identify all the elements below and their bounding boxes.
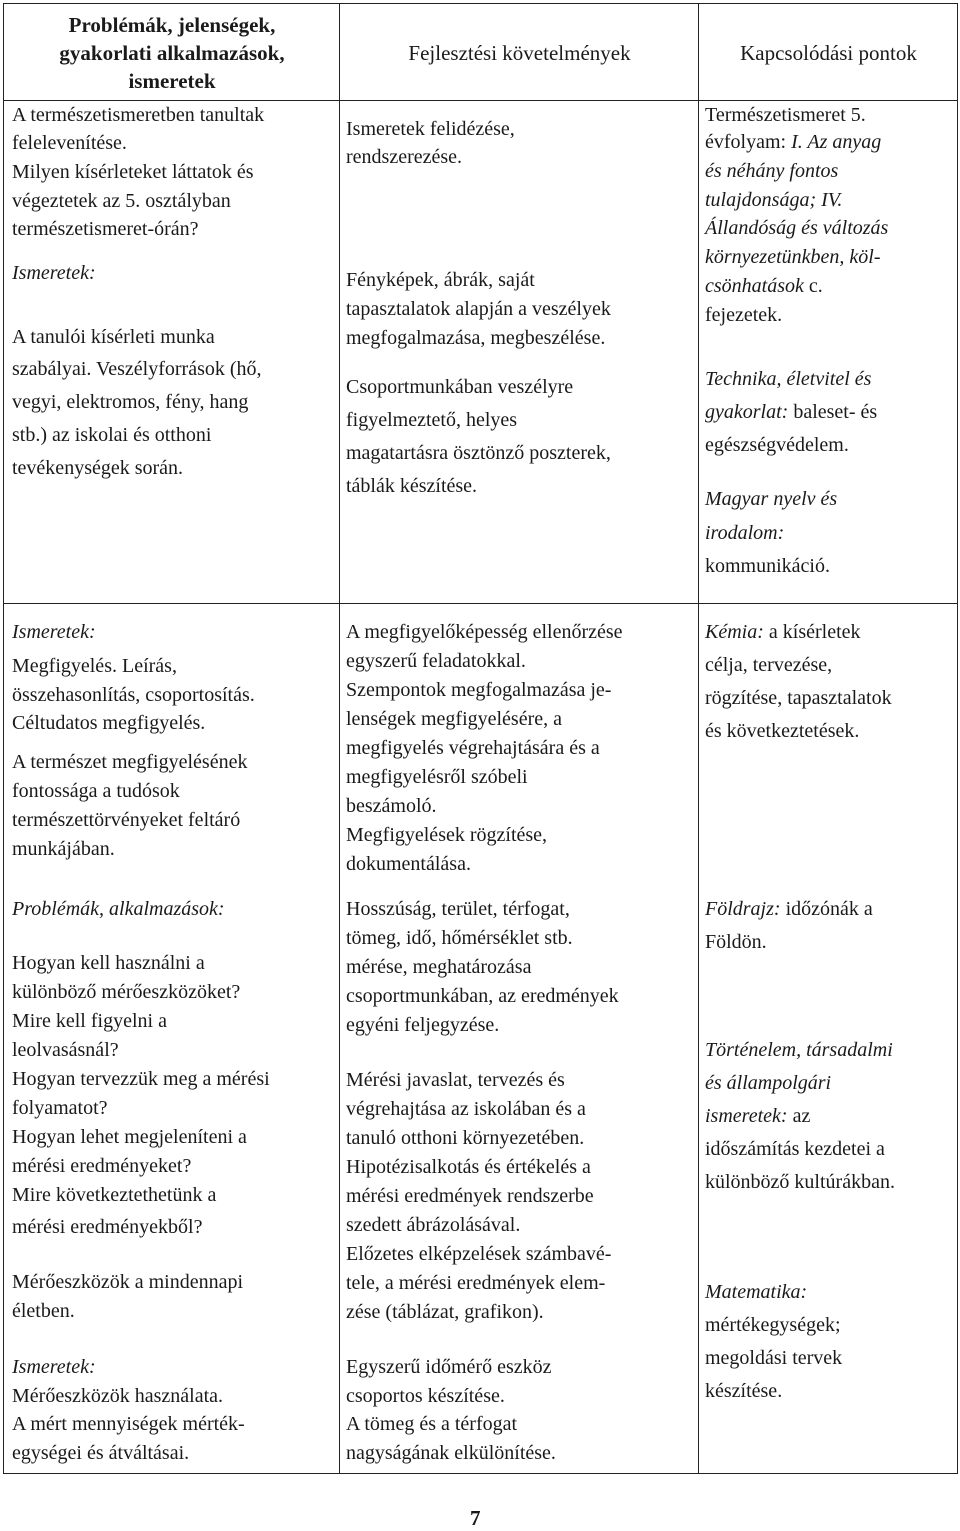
row2-col2-line: Szempontok megfogalmazása je-	[346, 679, 612, 701]
row2-col1-line: A természet megfigyelésének	[12, 751, 248, 773]
row2-col2-line: Hosszúság, terület, térfogat,	[346, 898, 570, 920]
header-col1-line1: Problémák, jelenségek,	[68, 13, 276, 37]
row2-col3-line: mértékegységek;	[705, 1314, 841, 1336]
row2-col1-line: egységei és átváltásai.	[12, 1442, 190, 1464]
row1-col3-line: egészségvédelem.	[705, 434, 849, 456]
row1-col2-line: Ismeretek felidézése,	[346, 118, 515, 140]
row2-col3-line: készítése.	[705, 1380, 783, 1402]
row2-col2-line: A megfigyelőképesség ellenőrzése	[346, 621, 623, 643]
row1-col3-line: tulajdonsága; IV.	[705, 189, 843, 211]
row2-col3-line: különböző kultúrákban.	[705, 1171, 895, 1193]
row1-col3-line: Állandóság és változás	[705, 217, 889, 239]
row2-col2-line: Előzetes elképzelések számbavé-	[346, 1243, 612, 1265]
row1-col3-text: c.	[803, 275, 823, 297]
row1-col2-line: magatartásra ösztönző poszterek,	[346, 442, 611, 464]
row2-col1-cell	[4, 604, 340, 1474]
row1-col3-text: baleset- és	[788, 401, 878, 423]
row2-col2-line: Mérési javaslat, tervezés és	[346, 1069, 565, 1091]
row1-col3-line	[705, 128, 881, 156]
row1-col3-line: környezetünkben, köl-	[705, 246, 881, 268]
row2-col3-line: rögzítése, tapasztalatok	[705, 687, 892, 709]
row2-col2-line: dokumentálása.	[346, 853, 471, 875]
row2-col2-line: tömeg, idő, hőmérséklet stb.	[346, 927, 573, 949]
row2-col1-line: különböző mérőeszközöket?	[12, 981, 241, 1003]
row-2	[4, 604, 958, 1474]
row1-col3-line: irodalom:	[705, 522, 785, 544]
row2-col3-line: és állampolgári	[705, 1072, 832, 1094]
row2-col1-label: Ismeretek:	[12, 1356, 96, 1378]
row1-col1-body-line: szabályai. Veszélyforrások (hő,	[12, 358, 262, 380]
row2-col2-line: Egyszerű időmérő eszköz	[346, 1356, 552, 1378]
row1-col3-text: csönhatások	[705, 275, 804, 297]
row1-col3-text: I. Az anyag	[791, 131, 882, 153]
row2-col3-line: Történelem, társadalmi	[705, 1039, 893, 1061]
row2-col1-line: Mérőeszközök a mindennapi	[12, 1271, 244, 1293]
row2-col2-line: Megfigyelések rögzítése,	[346, 824, 548, 846]
row1-col2-line: figyelmeztető, helyes	[346, 409, 518, 431]
row1-col1-intro-line: természetismeret-órán?	[12, 218, 199, 240]
row-1	[4, 101, 958, 604]
row2-col2-line: tele, a mérési eredmények elem-	[346, 1272, 606, 1294]
row2-col3-line	[705, 895, 873, 923]
row2-col2-line: egyéni feljegyzése.	[346, 1014, 500, 1036]
row2-col1-line: A mért mennyiségek mérték-	[12, 1413, 245, 1435]
row1-col3-line	[705, 398, 877, 426]
row2-col1-line: munkájában.	[12, 838, 115, 860]
row1-col2-line: rendszerezése.	[346, 146, 463, 168]
row2-col1-line: életben.	[12, 1300, 75, 1322]
row1-col1-intro-line: felelevenítése.	[12, 132, 127, 154]
row1-col3-line: Magyar nyelv és	[705, 488, 838, 510]
row2-col2-line: megfigyelés végrehajtására és a	[346, 737, 600, 759]
row2-col1-line: természettörvényeket feltáró	[12, 809, 241, 831]
row1-col1-cell	[4, 101, 340, 604]
row2-col3-line: és következtetések.	[705, 720, 860, 742]
row1-col3-text: évfolyam:	[705, 131, 792, 153]
row1-col3-text: gyakorlat:	[705, 401, 789, 423]
header-col3: Kapcsolódási pontok	[740, 41, 917, 65]
row1-col1-body-line: A tanulói kísérleti munka	[12, 326, 215, 348]
header-col1-line2: gyakorlati alkalmazások,	[59, 41, 285, 65]
row1-col3-line: és néhány fontos	[705, 160, 839, 182]
curriculum-table	[3, 3, 958, 1474]
row2-col2-line: végrehajtása az iskolában és a	[346, 1098, 586, 1120]
header-col2-cell	[340, 4, 699, 101]
row1-col1-body-line: tevékenységek során.	[12, 457, 184, 479]
row1-col1-body-line: stb.) az iskolai és otthoni	[12, 424, 212, 446]
row2-col2-line: egyszerű feladatokkal.	[346, 650, 526, 672]
row2-col3-text: időzónák a	[780, 898, 873, 920]
page-number: 7	[470, 1506, 481, 1530]
header-col1-cell	[4, 4, 340, 101]
row1-col2-line: táblák készítése.	[346, 475, 478, 497]
row2-col3-text: a kísérletek	[763, 621, 861, 643]
row2-col1-line: Megfigyelés. Leírás,	[12, 655, 177, 677]
row2-col3-line: megoldási tervek	[705, 1347, 843, 1369]
row1-col2-cell	[340, 101, 699, 604]
row2-col3-line	[705, 618, 861, 646]
row1-col2-line: tapasztalatok alapján a veszélyek	[346, 298, 611, 320]
row2-col3-text: ismeretek:	[705, 1105, 788, 1127]
row2-col2-line: szedett ábrázolásával.	[346, 1214, 521, 1236]
row2-col2-line: mérése, meghatározása	[346, 956, 532, 978]
row1-col3-line: Technika, életvitel és	[705, 368, 872, 390]
row2-col1-line: összehasonlítás, csoportosítás.	[12, 684, 255, 706]
row2-col2-line: nagyságának elkülönítése.	[346, 1442, 556, 1464]
row2-col2-line: mérési eredmények rendszerbe	[346, 1185, 594, 1207]
row2-col1-line: mérési eredményeket?	[12, 1155, 192, 1177]
row2-col2-line: csoportos készítése.	[346, 1385, 505, 1407]
row2-col3-line: időszámítás kezdetei a	[705, 1138, 885, 1160]
row1-col2-line: Csoportmunkában veszélyre	[346, 376, 574, 398]
row2-col3-cell	[699, 604, 958, 1474]
row2-col1-label: Ismeretek:	[12, 621, 96, 643]
row1-col2-line: Fényképek, ábrák, saját	[346, 269, 535, 291]
row2-col1-line: leolvasásnál?	[12, 1039, 119, 1061]
row2-col2-line: csoportmunkában, az eredmények	[346, 985, 619, 1007]
row1-col3-line: Természetismeret 5.	[705, 104, 866, 126]
row1-col1-intro-line: végeztetek az 5. osztályban	[12, 190, 231, 212]
header-col3-cell	[699, 4, 958, 101]
header-col2: Fejlesztési követelmények	[408, 41, 631, 65]
row2-col1-line: Mire kell figyelni a	[12, 1010, 167, 1032]
row1-col3-line	[705, 272, 823, 300]
row1-col3-line: fejezetek.	[705, 304, 783, 326]
row2-col3-line: célja, tervezése,	[705, 654, 833, 676]
row2-col2-line: A tömeg és a térfogat	[346, 1413, 518, 1435]
row2-col3-text: Földrajz:	[705, 898, 781, 920]
row2-col3-text: az	[787, 1105, 811, 1127]
row2-col2-line: beszámoló.	[346, 795, 437, 817]
row1-col3-cell	[699, 101, 958, 604]
row2-col2-line: zése (táblázat, grafikon).	[346, 1301, 544, 1323]
row2-col1-label: Problémák, alkalmazások:	[12, 898, 225, 920]
row2-col2-line: Hipotézisalkotás és értékelés a	[346, 1156, 591, 1178]
header-row	[4, 4, 958, 101]
row2-col2-line: lenségek megfigyelésére, a	[346, 708, 563, 730]
row1-col1-intro-line: Milyen kísérleteket láttatok és	[12, 161, 254, 183]
row2-col1-line: Hogyan tervezzük meg a mérési	[12, 1068, 270, 1090]
row1-col1-intro-line: A természetismeretben tanultak	[12, 104, 265, 126]
row2-col1-line: Céltudatos megfigyelés.	[12, 712, 206, 734]
row2-col3-line: Matematika:	[705, 1281, 808, 1303]
row2-col1-line: Mérőeszközök használata.	[12, 1385, 224, 1407]
row2-col1-line: Hogyan kell használni a	[12, 952, 205, 974]
row2-col3-line: Földön.	[705, 931, 767, 953]
row1-col3-line: kommunikáció.	[705, 555, 830, 577]
row2-col1-line: fontossága a tudósok	[12, 780, 180, 802]
row1-col1-body-line: vegyi, elektromos, fény, hang	[12, 391, 249, 413]
row1-col2-line: megfogalmazása, megbeszélése.	[346, 327, 606, 349]
row1-col1-label: Ismeretek:	[12, 262, 96, 284]
row2-col1-line: Mire következtethetünk a	[12, 1184, 217, 1206]
row2-col2-line: megfigyelésről szóbeli	[346, 766, 528, 788]
row2-col2-cell	[340, 604, 699, 1474]
row2-col1-line: folyamatot?	[12, 1097, 108, 1119]
row2-col3-line	[705, 1102, 810, 1130]
row2-col1-line: mérési eredményekből?	[12, 1216, 203, 1238]
row2-col3-text: Kémia:	[705, 621, 764, 643]
row2-col2-line: tanuló otthoni környezetében.	[346, 1127, 585, 1149]
header-col1-line3: ismeretek	[128, 69, 216, 93]
row2-col1-line: Hogyan lehet megjeleníteni a	[12, 1126, 247, 1148]
